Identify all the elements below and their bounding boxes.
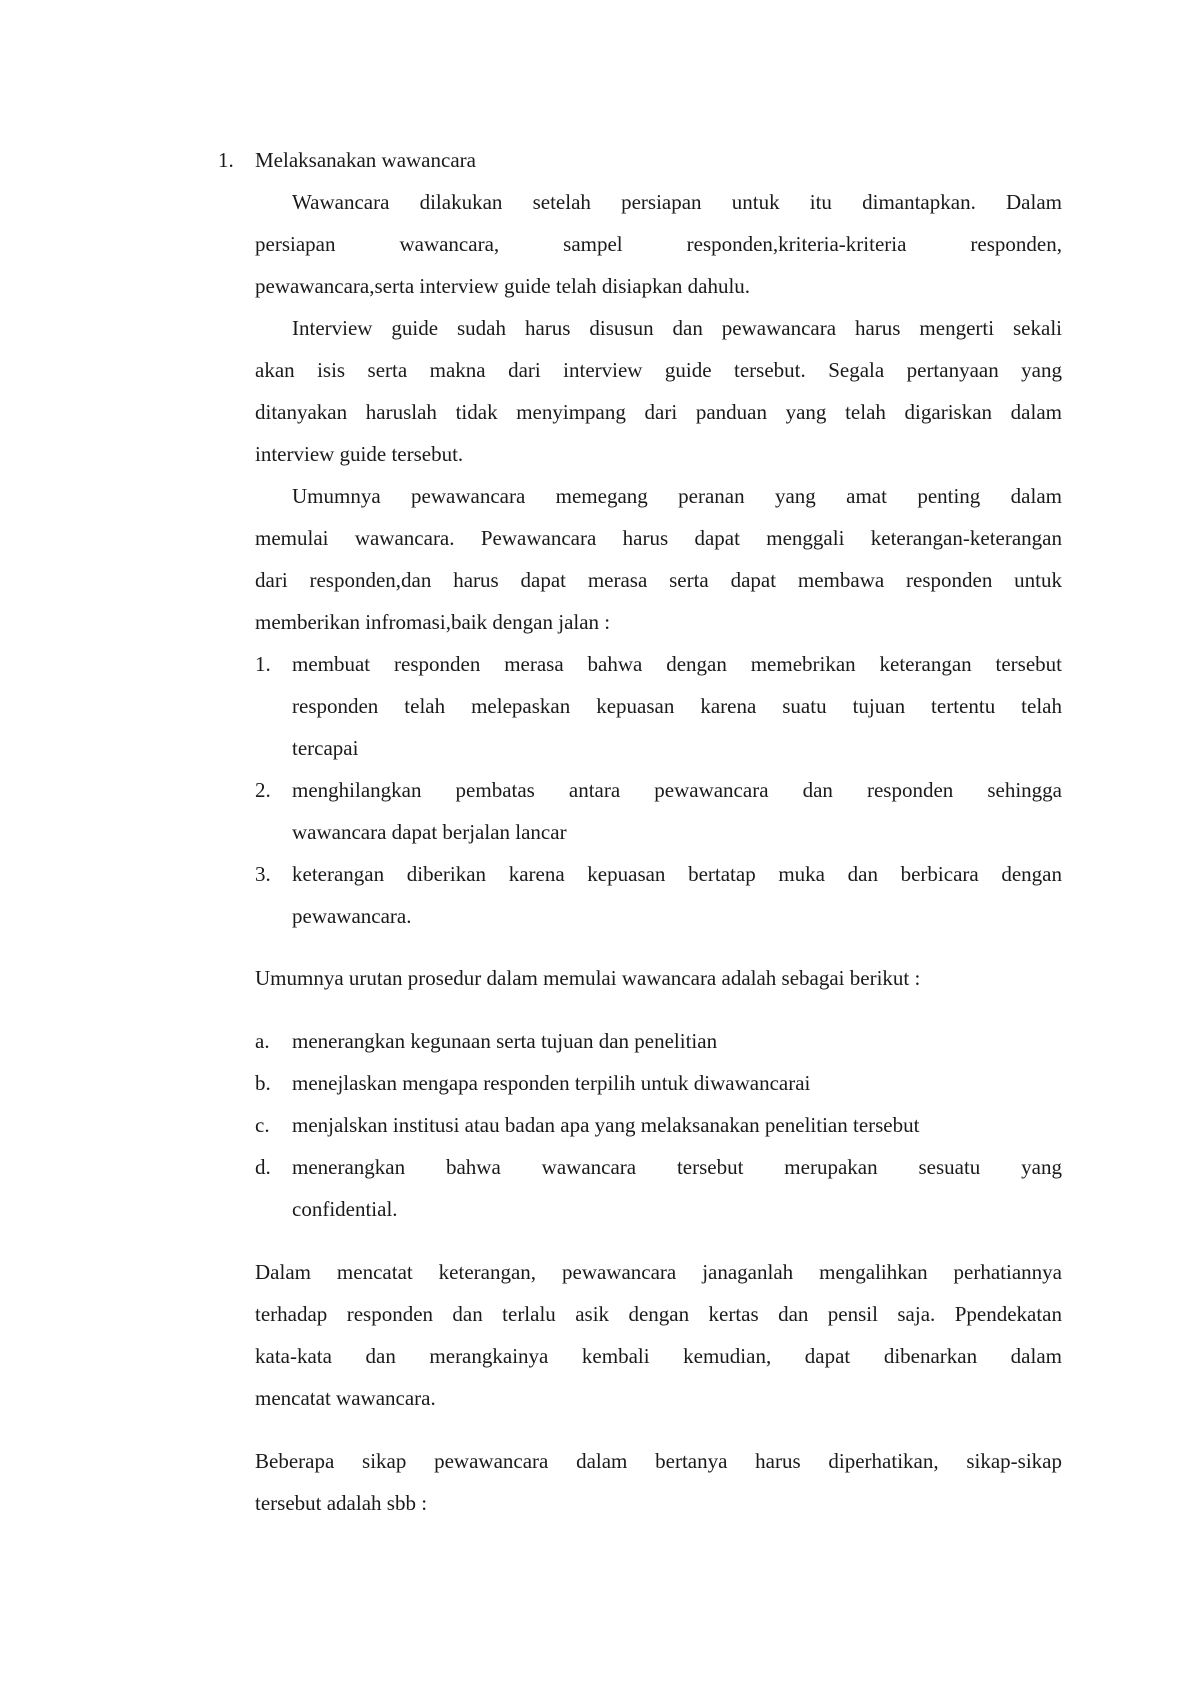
list-marker: a. xyxy=(255,1029,270,1053)
list-item-line: menerangkan bahwa wawancara tersebut merupakan sesuatu yang xyxy=(292,1155,1062,1179)
list-item-line: responden telah melepaskan kepuasan karena suatu tujuan tertentu telah xyxy=(292,694,1062,718)
list-item-line: wawancara dapat berjalan lancar xyxy=(292,820,567,844)
list-item-line: membuat responden merasa bahwa dengan memebrikan keterangan tersebut xyxy=(292,652,1062,676)
list-marker: c. xyxy=(255,1113,270,1137)
paragraph-line: memberikan infromasi,baik dengan jalan : xyxy=(255,610,611,634)
paragraph-line: interview guide tersebut. xyxy=(255,442,464,466)
paragraph-line: Dalam mencatat keterangan, pewawancara janaganlah mengalihkan perhatiannya xyxy=(255,1260,1062,1284)
paragraph-line: Umumnya pewawancara memegang peranan yang amat penting dalam xyxy=(292,484,1062,508)
list-item-line: tercapai xyxy=(292,736,359,760)
list-item-line: menerangkan kegunaan serta tujuan dan penelitian xyxy=(292,1029,718,1053)
list-marker: d. xyxy=(255,1155,271,1179)
paragraph-line: mencatat wawancara. xyxy=(255,1386,436,1410)
paragraph-line: memulai wawancara. Pewawancara harus dapat menggali keterangan-keterangan xyxy=(255,526,1062,550)
section-title: Melaksanakan wawancara xyxy=(255,148,476,172)
paragraph-line: akan isis serta makna dari interview guide tersebut. Segala pertanyaan yang xyxy=(255,358,1062,382)
paragraph-line: dari responden,dan harus dapat merasa serta dapat membawa responden untuk xyxy=(255,568,1062,592)
list-item-line: menjalskan institusi atau badan apa yang melaksanakan penelitian tersebut xyxy=(292,1113,920,1137)
paragraph-line: Wawancara dilakukan setelah persiapan untuk itu dimantapkan. Dalam xyxy=(292,190,1062,214)
list-marker: b. xyxy=(255,1071,271,1095)
list-marker: 2. xyxy=(255,778,271,802)
section-number: 1. xyxy=(218,148,234,172)
paragraph-line: terhadap responden dan terlalu asik dengan kertas dan pensil saja. Ppendekatan xyxy=(255,1302,1062,1326)
paragraph-line: pewawancara,serta interview guide telah disiapkan dahulu. xyxy=(255,274,751,298)
paragraph-line: Interview guide sudah harus disusun dan pewawancara harus mengerti sekali xyxy=(292,316,1062,340)
list-item-line: keterangan diberikan karena kepuasan bertatap muka dan berbicara dengan xyxy=(292,862,1062,886)
list-marker: 1. xyxy=(255,652,271,676)
list-item-line: pewawancara. xyxy=(292,904,412,928)
list-item-line: menghilangkan pembatas antara pewawancara dan responden sehingga xyxy=(292,778,1062,802)
list-marker: 3. xyxy=(255,862,271,886)
paragraph-4: Umumnya urutan prosedur dalam memulai wawancara adalah sebagai berikut : xyxy=(255,966,921,990)
paragraph-line: Beberapa sikap pewawancara dalam bertanya harus diperhatikan, sikap-sikap xyxy=(255,1449,1062,1473)
paragraph-line: kata-kata dan merangkainya kembali kemudian, dapat dibenarkan dalam xyxy=(255,1344,1062,1368)
list-item-line: confidential. xyxy=(292,1197,398,1221)
paragraph-line: ditanyakan haruslah tidak menyimpang dari panduan yang telah digariskan dalam xyxy=(255,400,1062,424)
list-item-line: menejlaskan mengapa responden terpilih untuk diwawancarai xyxy=(292,1071,811,1095)
paragraph-line: tersebut adalah sbb : xyxy=(255,1491,428,1515)
paragraph-line: persiapan wawancara, sampel responden,kriteria-kriteria responden, xyxy=(255,232,1062,256)
